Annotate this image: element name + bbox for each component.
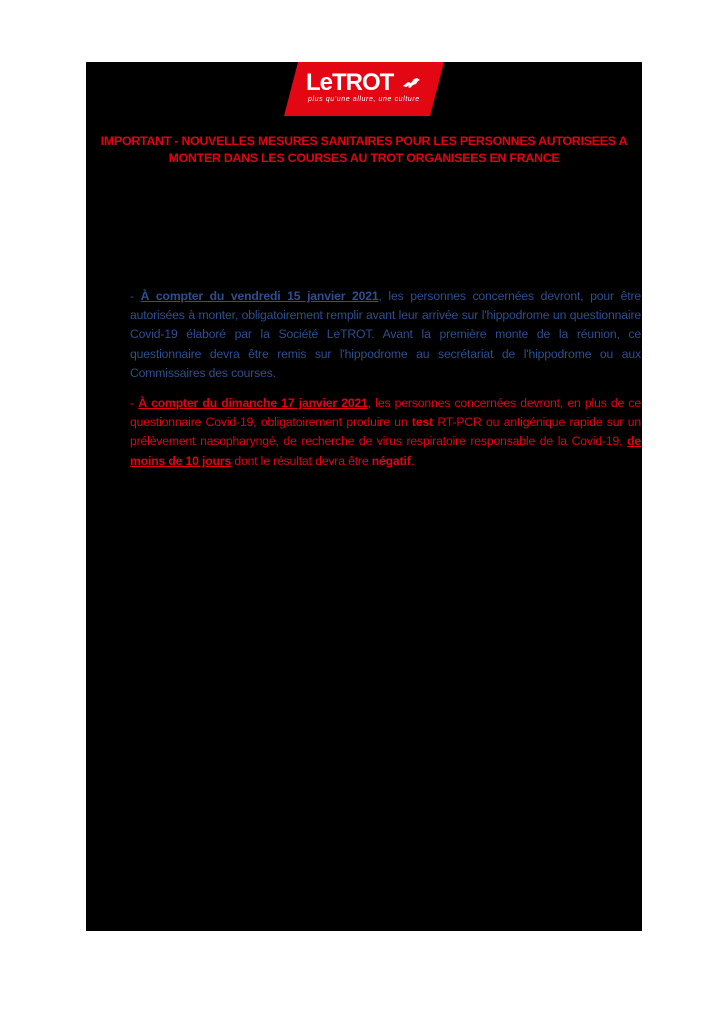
measure-paragraph-1 <box>130 287 641 383</box>
paragraph-2-date: À compter du dimanche 17 janvier 2021 <box>138 396 368 410</box>
paragraph-2-end: . <box>410 453 414 468</box>
paragraph-2-emphasis: de moins de 10 jours <box>130 434 641 468</box>
paragraph-2-test-word: test <box>411 415 433 430</box>
paragraph-2-text-before: , les personnes concernées devront, en plus de ce questionnaire Covid-19, obligatoirement produire un <box>130 396 641 430</box>
paragraph-2-text-after: dont le résultat devra être <box>231 453 372 468</box>
paragraph-1-dash: - <box>130 289 141 303</box>
paragraph-2-negative: négatif <box>371 453 411 468</box>
document-page <box>86 62 642 931</box>
horse-icon <box>402 76 422 90</box>
paragraph-2-text-middle: RT-PCR ou antigénique rapide sur un prélèvement nasopharyngé, de recherche de virus respiratoire responsable de la Covid-19, <box>130 415 641 449</box>
paragraph-1-date: À compter du vendredi 15 janvier 2021 <box>140 289 379 303</box>
measure-paragraph-2 <box>130 394 641 471</box>
paragraph-1-text: , les personnes concernées devront, pour être autorisées à monter, obligatoirement remplir avant leur arrivée sur l'hippodrome un questionnaire Covid-19 élaboré par la Société LeTROT. Avant la première monte de la réunion, ce questionnaire devra être remis sur l'hippodrome au secrétariat de l'hippodrome ou aux Commissaires des courses. <box>130 289 641 380</box>
title-line-2: MONTER DANS LES COURSES AU TROT ORGANISEES EN FRANCE <box>168 151 560 165</box>
logo-wordmark: LeTROT <box>306 69 394 96</box>
letrot-logo <box>284 62 444 116</box>
title-line-1: IMPORTANT - NOUVELLES MESURES SANITAIRES POUR LES PERSONNES AUTORISEES A <box>100 134 628 148</box>
logo-tagline: plus qu'une allure, une culture <box>308 96 420 103</box>
page-title <box>96 133 632 167</box>
paragraph-2-dash: - <box>130 396 139 410</box>
